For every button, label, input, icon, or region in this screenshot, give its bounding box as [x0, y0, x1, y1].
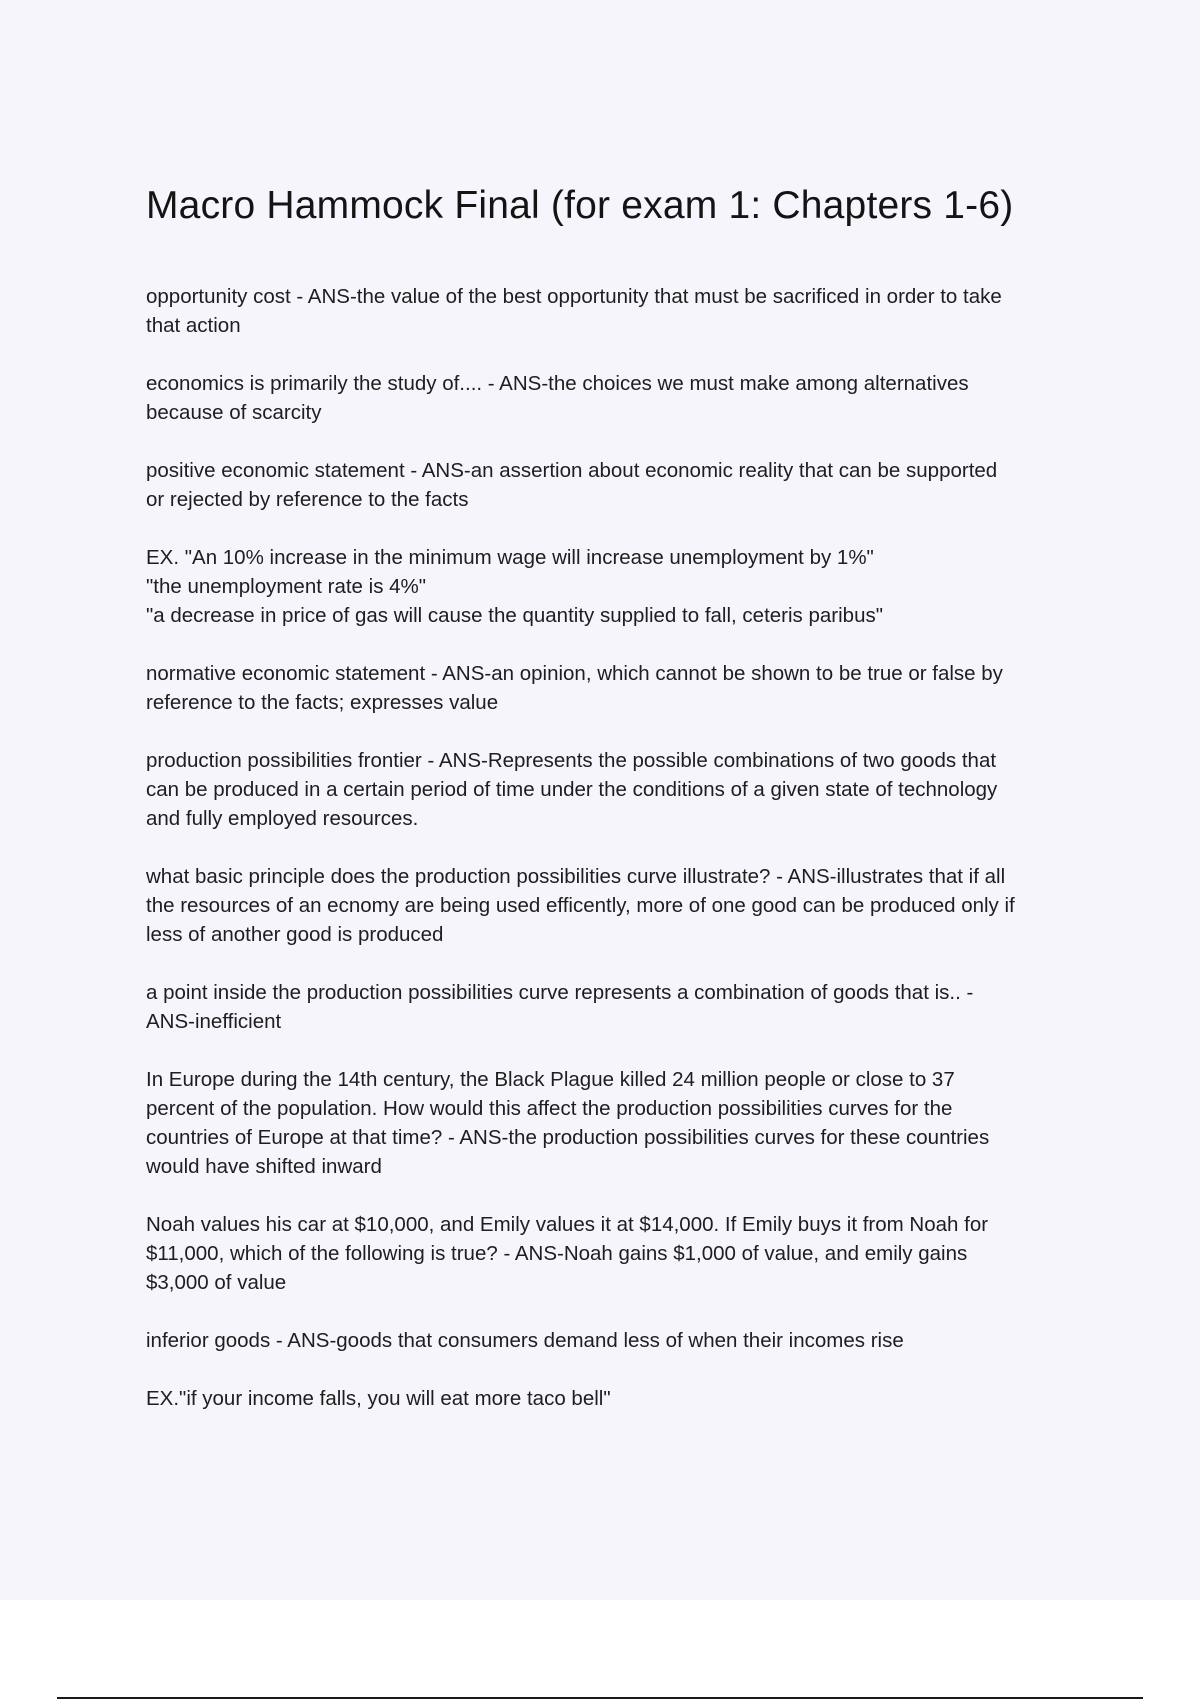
- entry-text-line: EX. "An 10% increase in the minimum wage will increase unemployment by 1%": [146, 546, 874, 569]
- flashcard-entry: [146, 456, 1092, 514]
- entry-text-line: economics is primarily the study of.... - ANS-the choices we must make among alternatives: [146, 372, 969, 395]
- entry-text-line: reference to the facts; expresses value: [146, 691, 499, 714]
- footer-divider: [57, 1697, 1143, 1699]
- entry-text-line: Noah values his car at $10,000, and Emily values it at $14,000. If Emily buys it from Noah for: [146, 1213, 989, 1236]
- entry-text-line: percent of the population. How would this affect the production possibilities curves for the: [146, 1097, 953, 1120]
- entry-text-line: or rejected by reference to the facts: [146, 488, 469, 511]
- entry-text-line: In Europe during the 14th century, the Black Plague killed 24 million people or close to 37: [146, 1068, 955, 1091]
- entry-text-line: less of another good is produced: [146, 923, 444, 946]
- flashcard-entry: [146, 282, 1092, 340]
- flashcard-entry: [146, 369, 1092, 427]
- flashcard-entry: [146, 862, 1092, 949]
- flashcard-entry: [146, 978, 1092, 1036]
- entry-text-line: opportunity cost - ANS-the value of the best opportunity that must be sacrificed in order to take: [146, 285, 1002, 308]
- entry-text-line: positive economic statement - ANS-an assertion about economic reality that can be supported: [146, 459, 998, 482]
- entry-text-line: a point inside the production possibilities curve represents a combination of goods that is.. -: [146, 981, 974, 1004]
- flashcard-entry: [146, 1384, 1092, 1413]
- entry-list: [146, 282, 1092, 1413]
- flashcard-entry: [146, 659, 1092, 717]
- flashcard-entry: [146, 1326, 1092, 1355]
- entry-text-line: "a decrease in price of gas will cause the quantity supplied to fall, ceteris paribus": [146, 604, 884, 627]
- entry-text-line: would have shifted inward: [146, 1155, 382, 1178]
- document-title: Macro Hammock Final (for exam 1: Chapters 1-6): [146, 184, 1014, 227]
- entry-text-line: the resources of an ecnomy are being used efficently, more of one good can be produced only if: [146, 894, 1015, 917]
- flashcard-entry: [146, 543, 1092, 630]
- entry-text-line: and fully employed resources.: [146, 807, 419, 830]
- entry-text-line: because of scarcity: [146, 401, 322, 424]
- flashcard-entry: [146, 746, 1092, 833]
- entry-text-line: ANS-inefficient: [146, 1010, 282, 1033]
- entry-text-line: $11,000, which of the following is true? - ANS-Noah gains $1,000 of value, and emily gains: [146, 1242, 968, 1265]
- entry-text-line: countries of Europe at that time? - ANS-the production possibilities curves for these countries: [146, 1126, 990, 1149]
- entry-text-line: can be produced in a certain period of time under the conditions of a given state of technology: [146, 778, 998, 801]
- flashcard-entry: [146, 1065, 1092, 1181]
- document-body: [146, 180, 1092, 1413]
- entry-text-line: normative economic statement - ANS-an opinion, which cannot be shown to be true or false by: [146, 662, 1003, 685]
- entry-text-line: $3,000 of value: [146, 1271, 287, 1294]
- entry-text-line: "the unemployment rate is 4%": [146, 575, 427, 598]
- entry-text-line: what basic principle does the production possibilities curve illustrate? - ANS-illustrates that if all: [146, 865, 1006, 888]
- flashcard-entry: [146, 1210, 1092, 1297]
- entry-text-line: production possibilities frontier - ANS-Represents the possible combinations of two goods that: [146, 749, 997, 772]
- entry-text-line: EX."if your income falls, you will eat more taco bell": [146, 1387, 611, 1410]
- entry-text-line: inferior goods - ANS-goods that consumers demand less of when their incomes rise: [146, 1329, 904, 1352]
- entry-text-line: that action: [146, 314, 241, 337]
